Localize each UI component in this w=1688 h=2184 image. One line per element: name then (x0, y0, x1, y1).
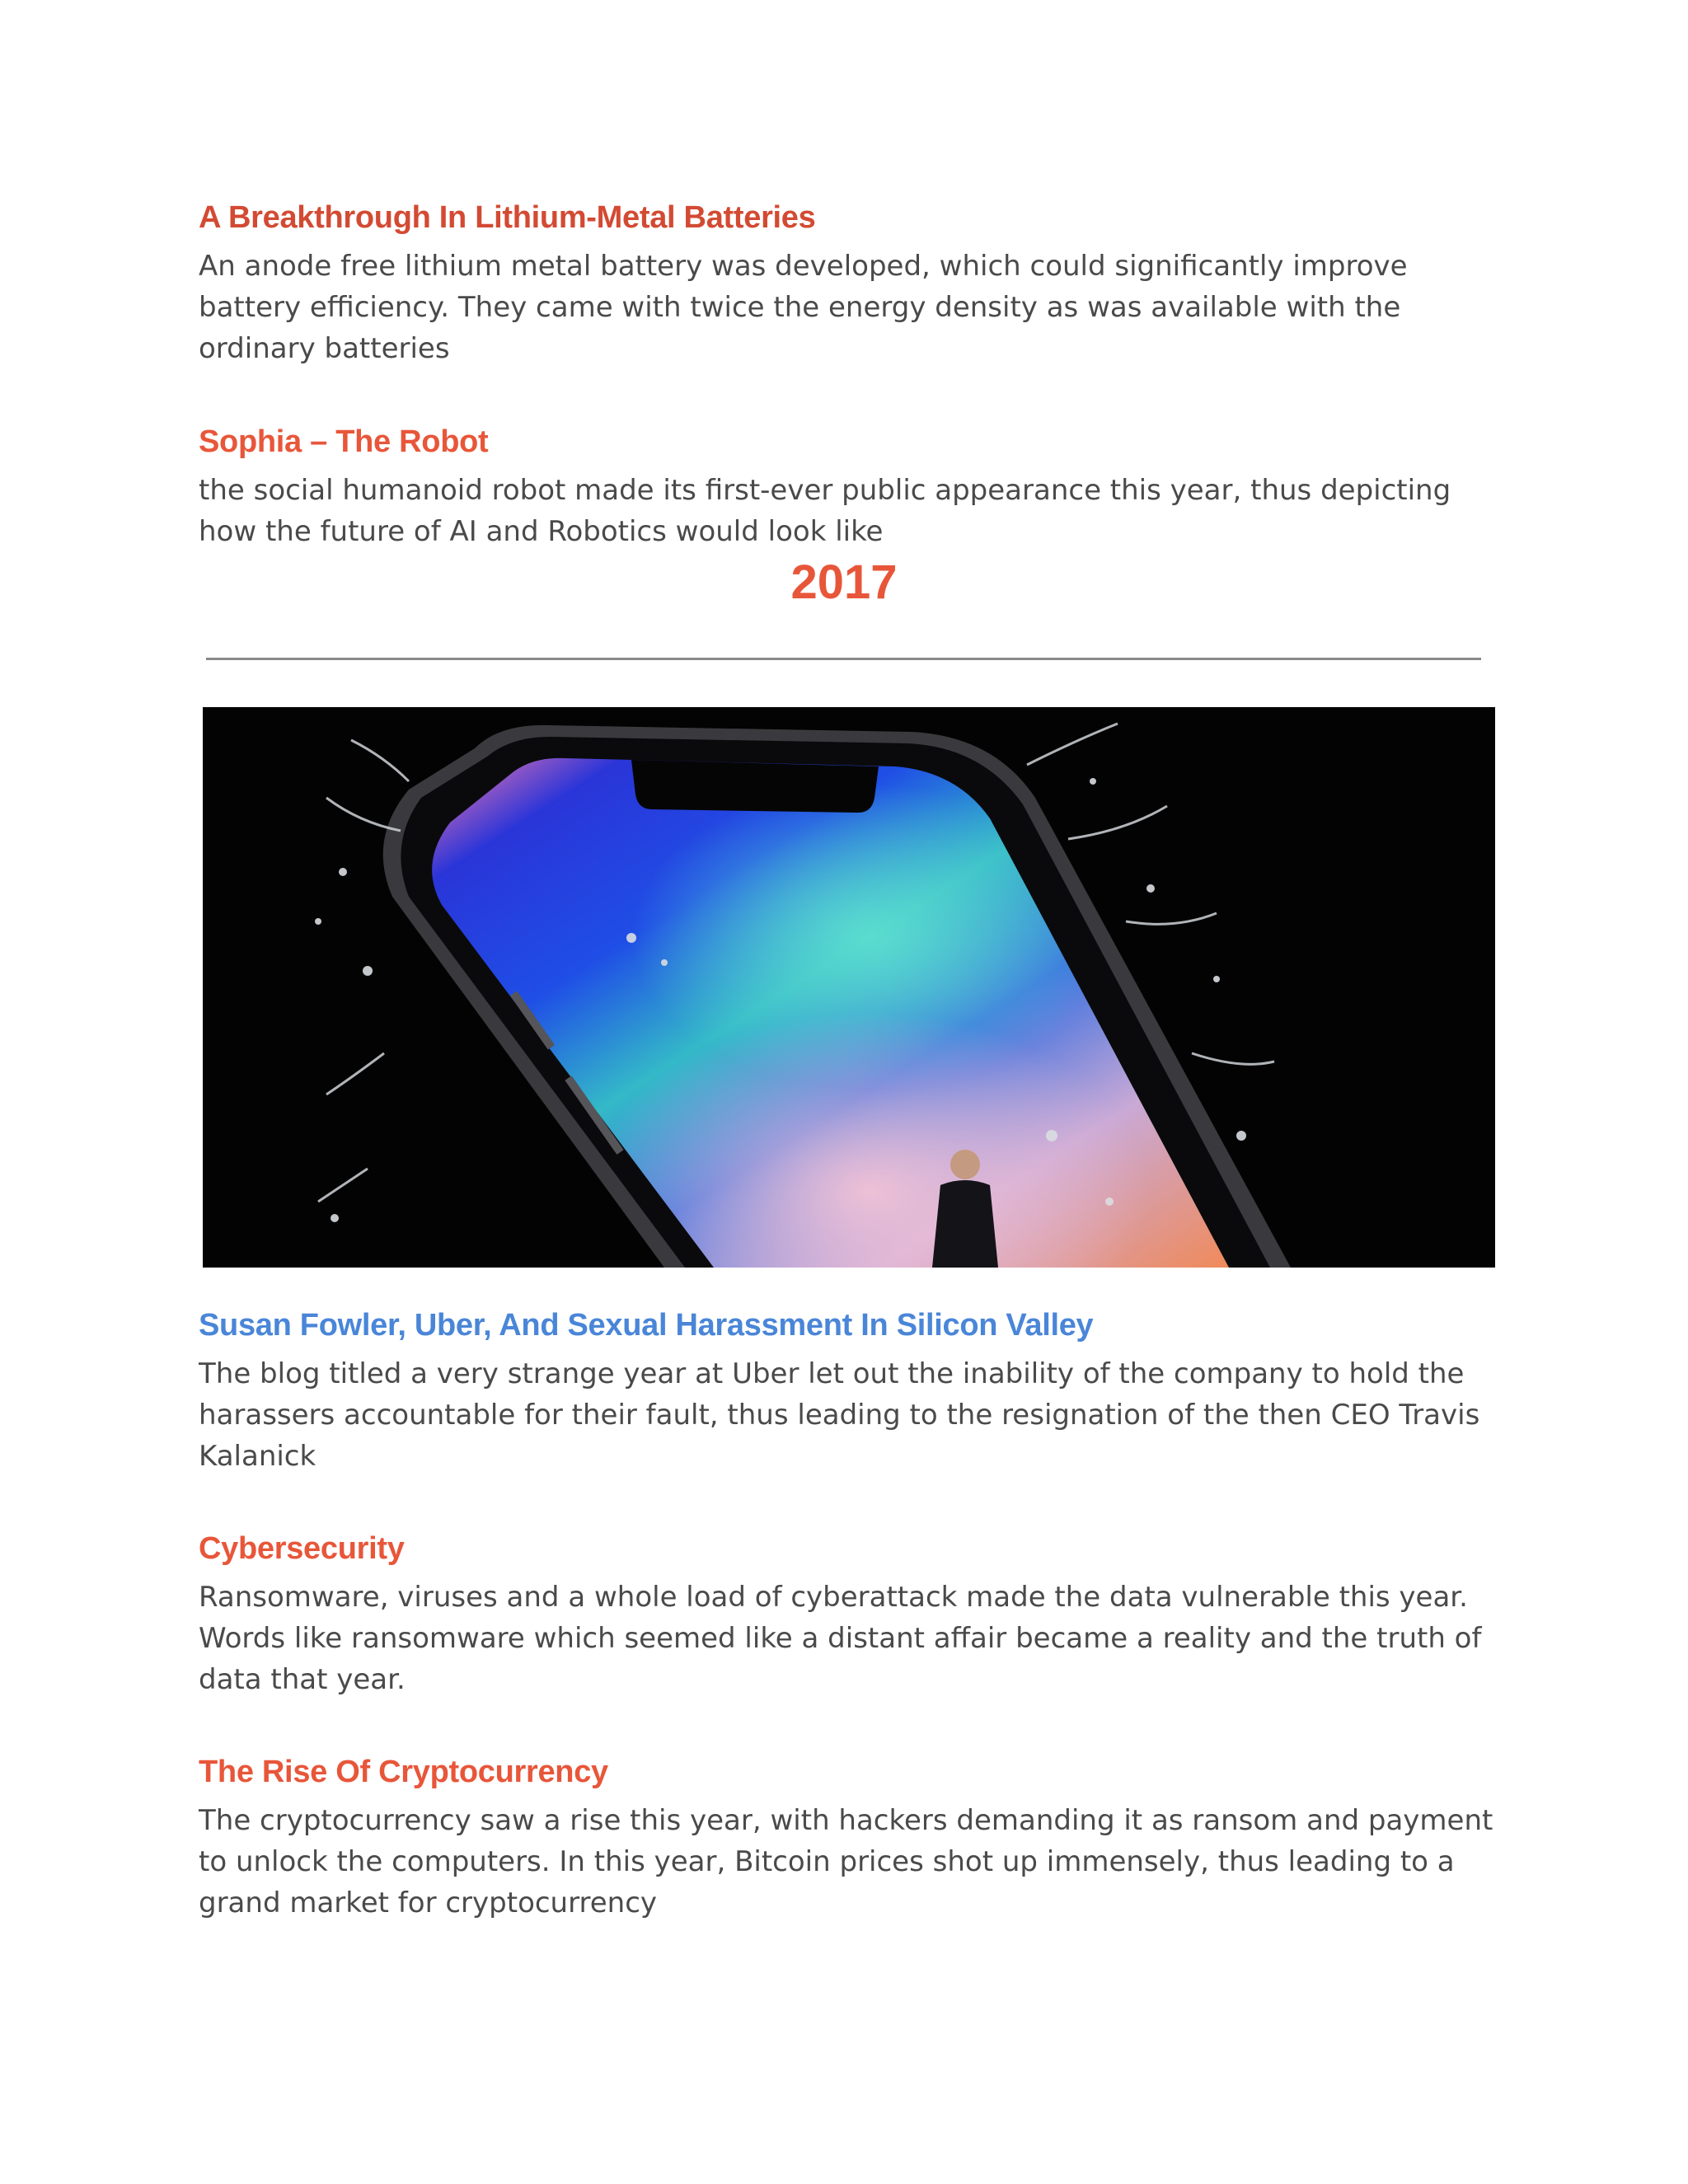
section-body: An anode free lithium metal battery was developed, which could significantly improve battery efficiency. They came with twice the energy density as was available with the ordinary batteries (199, 250, 1408, 365)
section-title: Sophia – The Robot (199, 424, 489, 459)
section-title: Cybersecurity (199, 1531, 405, 1566)
smartphone-splash-photo (203, 707, 1495, 1268)
section-title: A Breakthrough In Lithium-Metal Batteries (199, 200, 816, 235)
year-heading: 2017 (790, 555, 898, 609)
section-body: The cryptocurrency saw a rise this year, with hackers demanding it as ransom and payment to unlock the computers. In this year, Bitcoin prices shot up immensely, thus leading to a grand market for cryptocurrency (199, 1804, 1493, 1919)
horizontal-divider (206, 658, 1481, 660)
section-body: The blog titled a very strange year at Uber let out the inability of the company to hold the harassers accountable for their fault, thus leading to the resignation of the then CEO Travis Kalanick (199, 1357, 1480, 1473)
section-body: Ransomware, viruses and a whole load of cyberattack made the data vulnerable this year. Words like ransomware which seemed like a distant affair became a reality and the truth of data that year. (199, 1581, 1482, 1696)
section-title: The Rise Of Cryptocurrency (199, 1755, 608, 1789)
section-body: the social humanoid robot made its first-ever public appearance this year, thus depicting how the future of AI and Robotics would look like (199, 474, 1451, 548)
section-title: Susan Fowler, Uber, And Sexual Harassment In Silicon Valley (199, 1308, 1094, 1343)
